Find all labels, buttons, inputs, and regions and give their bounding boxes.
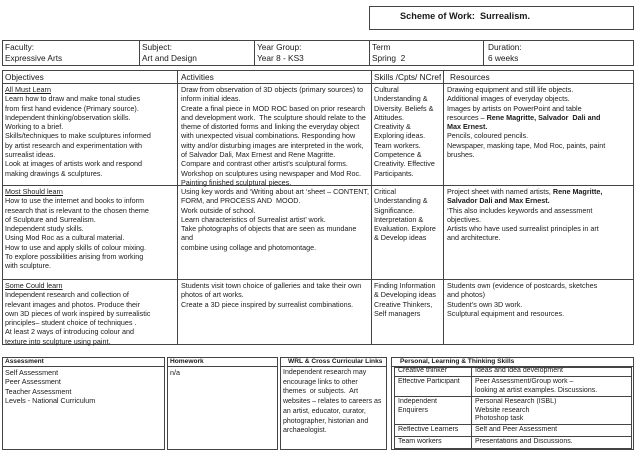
plts-row-b: Self and Peer Assessment (475, 426, 558, 433)
year-label: Year Group: (257, 42, 302, 52)
row-must-activities: Draw from observation of 3D objects (primary sources) to inform initial ideas. Create a final piece in MOD ROC based on prior research and development work. The sculpture should relate to the theme of distorted forms and linking the everyday object with unexpected visual combinations. Responding how witty and/or disturbing images are interpreted in the work, of Salvador Dali, Max Ernest and Rene Magritte. Compare and contrast other artist’s sculptural forms. Workshop on sculptures using newspaper and Mod Roc. Painting finished sculptural pieces. (181, 85, 366, 187)
subject-value: Art and Design (142, 53, 197, 63)
homework-text: n/a (170, 368, 180, 377)
row-must-artists: Rene Magritte, Salvador Dali and Max Ernest. (447, 112, 601, 132)
plts-label: Personal, Learning & Thinking Skills (400, 358, 515, 365)
row-some-heading: Some Could learn (5, 281, 63, 290)
plts-row-a: Reflective Learners (398, 426, 459, 433)
row-most-resources-more: ‘This also includes keywords and assessment objectives. Artists who have used surrealist principles in art and architecture. (447, 205, 599, 243)
col-resources: Resources (450, 72, 490, 82)
plts-row-b: Ideas and idea development (475, 367, 563, 374)
row-most-heading: Most Should learn (5, 187, 63, 196)
row-some-resources: Students own (evidence of postcards, sketches and photos) Student’s own 3D work. Sculptural equipment and resources. (447, 281, 598, 318)
info-row (2, 40, 634, 66)
duration-value: 6 weeks (488, 53, 519, 63)
wrl-text: Independent research may encourage links to other themes or subjects. Art websites – relates to careers as an artist, educator, curator, photographer, historian and archaeologist. (283, 369, 382, 435)
plts-row-b: Personal Research (ISBL) Website research Photoshop task (475, 398, 557, 423)
plts-row-b: Peer Assessment/Group work – looking at artist examples. Discussions. (475, 378, 598, 394)
title-box (369, 6, 634, 30)
row-must-heading: All Must Learn (5, 85, 51, 94)
col-activities: Activities (181, 72, 214, 82)
row-must-objectives (5, 85, 176, 178)
row-must-objectives-text: Learn how to draw and make tonal studies from first hand evidence (Primary source). Independent thinking/observation skills. Working to a brief. Skills/techniques to make sculptures informed by artist research and experimentation with surrealist ideas. Look at images of artists work and respond making drawings & sculptures. (5, 94, 151, 178)
faculty-label: Faculty: (5, 42, 35, 52)
plts-row-a: Effective Participant (398, 378, 460, 385)
row-most-artists: Rene Magritte, Salvador Dali and Max Ernest. (447, 187, 603, 206)
row-most-activities: Using key words and ‘Writing about art ‘sheet – CONTENT, FORM, and PROCESS AND MOOD. Work outside of school. Learn characteristics of Surrealist artist’ work. Take photographs of objects that are seen as mundane and combine using collage and photomontage. (181, 187, 370, 252)
row-most-resources (447, 187, 633, 243)
col-objectives: Objectives (5, 72, 44, 82)
row-some-objectives-text: Independent research and collection of relevant images and photos. Produce their own 3D pieces of work inspired by surrealistic principles– student choice of techniques . At least 2 ways of introducing colour and texture into sculpture using paint. (5, 290, 151, 346)
homework-label: Homework (170, 358, 204, 365)
assessment-label: Assessment (5, 358, 44, 365)
subject-label: Subject: (142, 42, 172, 52)
plts-row-a: Independent Enquirers (398, 398, 437, 414)
row-some-objectives (5, 281, 176, 346)
page-title: Scheme of Work: Surrealism. (400, 12, 531, 21)
row-must-resources-text: Drawing equipment and still life objects. Additional images of everyday objects. Images by artists on PowerPoint and table resources – (447, 85, 582, 122)
assessment-text: Self Assessment Peer Assessment Teacher Assessment Levels - National Curriculum (5, 368, 96, 405)
row-most-resources-text: Project sheet with named artists, (447, 187, 553, 196)
faculty-value: Expressive Arts (5, 53, 63, 63)
row-must-resources-more: Pencils, coloured pencils. Newspaper, masking tape, Mod Roc, paints, paint brushes. (447, 131, 606, 160)
row-some-skills: Finding Information & Developing ideas Creative Thinkers, Self managers (374, 281, 436, 318)
plts-row-a: Creative thinker (398, 367, 448, 374)
duration-label: Duration: (488, 42, 522, 52)
plts-row-a: Team workers (398, 438, 442, 445)
term-label: Term (372, 42, 391, 52)
wrl-label: WRL & Cross Curricular Links (288, 358, 383, 365)
row-most-objectives-text: How to use the internet and books to inform research that is relevant to the chosen theme of Sculpture and Surrealism. Independent study skills. Using Mod Roc as a cultural material. How to use and apply skills of colour mixing. To explore possibilities arising from working with sculpture. (5, 196, 149, 271)
homework-box (167, 357, 278, 450)
row-must-skills: Cultural Understanding & Diversity. Beliefs & Attitudes. Creativity & Exploring ideas. Team workers. Competence & Creativity. Effective Participants. (374, 85, 435, 178)
row-most-objectives (5, 187, 176, 271)
row-some-activities: Students visit town choice of galleries and take their own photos of art works. Create a 3D piece inspired by surrealist combinations. (181, 281, 362, 309)
plts-row-b: Presentations and Discussions. (475, 438, 573, 445)
term-value: Spring 2 (372, 53, 406, 63)
row-must-resources (447, 85, 633, 159)
year-value: Year 8 - KS3 (257, 53, 304, 63)
row-most-skills: Critical Understanding & Significance. Interpretation & Evaluation. Explore & Develop ideas (374, 187, 436, 243)
col-skills: Skills /Cpts/ NCref (374, 72, 442, 82)
